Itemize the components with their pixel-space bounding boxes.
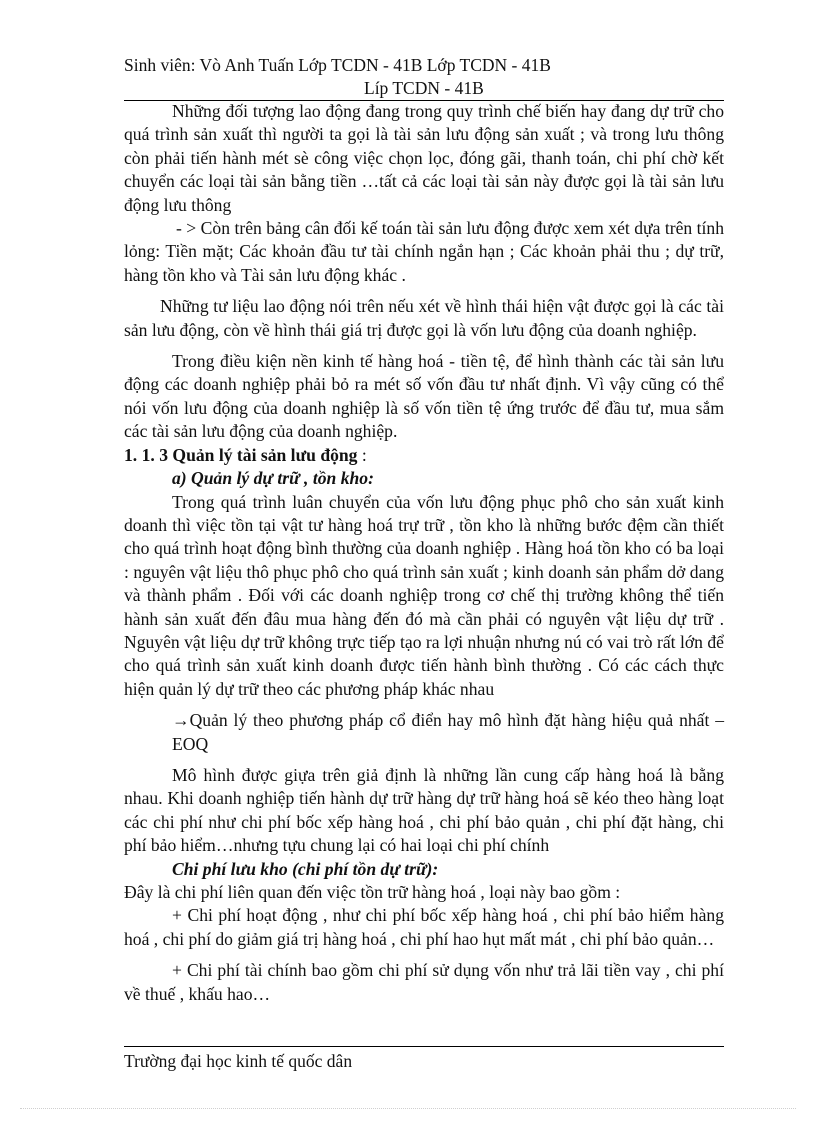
paragraph-8: Đây là chi phí liên quan đến việc tồn trữ hàng hoá , loại này bao gồm : [124,882,621,902]
paragraph-5: Trong quá trình luân chuyển của vốn lưu động phục phô cho sản xuất kinh doanh thì việc tồn tại vật tư hàng hoá trự trữ , tồn kho là những bước đệm cần thiết cho quá trình hoạt động bình thường của doanh nghiệp . Hàng hoá tồn kho có ba loại : nguyên vật liệu thô phục phô cho quá trình sản xuất ; kinh doanh sản phẩm dở dang và thành phẩm . Đối với các doanh nghiệp trong cơ chế thị trường không thể tiến hành sản xuất đến đâu mua hàng đến đó mà cần phải có nguyên vật liệu dự trữ . Nguyên vật liệu dự trữ không trực tiếp tạo ra lợi nhuận nhưng nú có vai trò rất lớn để cho quá trình sản xuất kinh doanh được tiến hành bình thường . Có các cách thực hiện quản lý dự trữ theo các phương pháp khác nhau [124,491,724,699]
paragraph-10: + Chi phí tài chính bao gồm chi phí sử dụng vốn như trả lãi tiền vay , chi phí về thuế , khấu hao… [124,960,724,1004]
paragraph-4: Trong điều kiện nền kinh tế hàng hoá - tiền tệ, để hình thành các tài sản lưu động các doanh nghiệp phải bỏ ra mét số vốn đầu tư nhất định. Vì vậy cũng có thể nói vốn lưu động của doanh nghiệp là số vốn tiền tệ ứng trước để đầu tư, mua sắm các tài sản lưu động của doanh nghiệp. [124,351,724,442]
page-header [124,54,724,100]
page-footer: Trường đại học kinh tế quốc dân [124,1051,353,1071]
arrow-icon: → [172,710,190,731]
paragraph-7: Mô hình được giựa trên giả định là những lần cung cấp hàng hoá là bằng nhau. Khi doanh nghiệp tiến hành dự trữ hàng dự trữ hàng hoá sẽ kéo theo hàng loạt các chi phí như chi phí bốc xếp hàng hoá , chi phí bảo quản , chi phí đặt hàng, chi phí bảo hiểm…nhưng tựu chung lại có hai loại chi phí chính [124,764,724,856]
footer-rule [124,1046,724,1047]
paragraph-3: Những tư liệu lao động nói trên nếu xét về hình thái hiện vật được gọi là các tài sản lưu động, còn về hình thái giá trị được gọi là vốn lưu động của doanh nghiệp. [124,296,724,340]
section-heading-text: 1. 1. 3 Quản lý tài sản lưu động [124,444,358,465]
section-heading-colon: : [357,444,367,465]
section-heading [124,444,724,467]
header-line-2: Líp TCDN - 41B [364,78,484,98]
page-bottom-dotted-line [20,1108,796,1109]
paragraph-6-text: Quản lý theo phương pháp cổ điển hay mô hình đặt hàng hiệu quả nhất –EOQ [172,710,724,754]
paragraph-6 [124,709,724,756]
sub-heading-inventory: a) Quản lý dự trữ , tồn kho: [172,468,374,489]
header-line-1: Sinh viên: Vò Anh Tuấn Lớp TCDN - 41B Lớp TCDN - 41B [124,55,551,75]
sub-heading-storage-cost: Chi phí lưu kho (chi phí tồn dự trữ): [172,858,439,879]
paragraph-2: - > Còn trên bảng cân đối kế toán tài sản lưu động được xem xét dựa trên tính lỏng: Tiền mặt; Các khoản đầu tư tài chính ngắn hạn ; Các khoản phải thu ; dự trữ, hàng tồn kho và Tài sản lưu động khác . [124,218,724,285]
body-text [124,100,724,1006]
paragraph-1: Những đối tượng lao động đang trong quy trình chế biến hay đang dự trữ cho quá trình sản xuất thì người ta gọi là tài sản lưu động sản xuất ; và trong lưu thông còn phải tiến hành mét sè công việc chọn lọc, đóng gãi, thanh toán, chi phí chờ kết chuyển các loại tài sản bằng tiền …tất cả các loại tài sản này được gọi là tài sản lưu động lưu thông [124,101,724,215]
paragraph-9: + Chi phí hoạt động , như chi phí bốc xếp hàng hoá , chi phí bảo hiểm hàng hoá , chi phí do giảm giá trị hàng hoá , chi phí hao hụt mất mát , chi phí bảo quản… [124,905,724,949]
